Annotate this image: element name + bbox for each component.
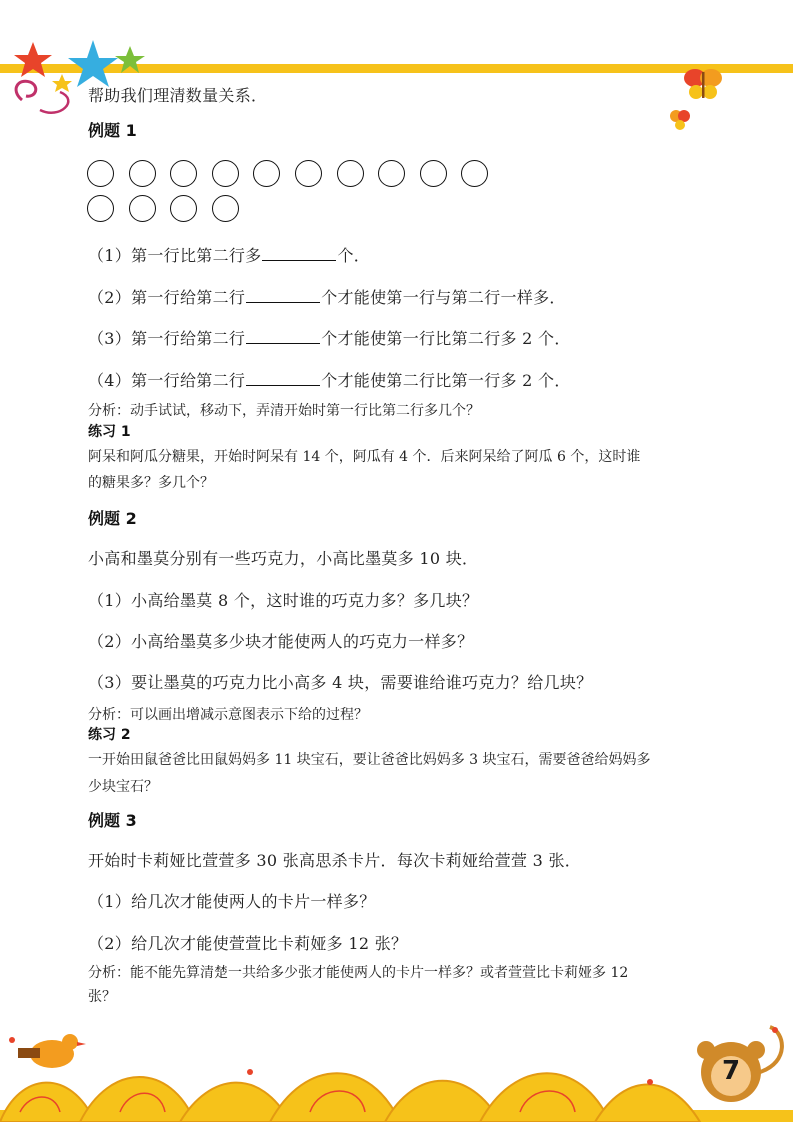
yellow-star-icon — [52, 74, 72, 92]
example-2-stem: 小高和墨莫分别有一些巧克力，小高比墨莫多 10 块． — [88, 549, 479, 568]
example-3-title: 例题 3 — [88, 811, 137, 830]
circle — [129, 160, 156, 187]
example-1-question-2: （2）第一行给第二行 个才能使第一行与第二行一样多． — [88, 288, 566, 307]
circle — [170, 160, 197, 187]
green-star-icon — [115, 46, 145, 73]
circle — [170, 195, 197, 222]
answer-blank[interactable] — [246, 371, 320, 386]
butterfly-icon — [682, 64, 724, 102]
example-2-analysis: 分析：可以画出增减示意图表示下给的过程？ — [88, 707, 368, 723]
red-star-icon — [14, 42, 52, 77]
circle — [212, 160, 239, 187]
page-number: 7 — [721, 1056, 741, 1086]
practice-2-line-1: 一开始田鼠爸爸比田鼠妈妈多 11 块宝石，要让爸爸比妈妈多 3 块宝石，需要爸爸给妈妈多 — [88, 752, 651, 768]
example-1-question-3: （3）第一行给第二行 个才能使第一行比第二行多 2 个． — [88, 329, 571, 348]
practice-1-title: 练习 1 — [88, 424, 131, 440]
example-3-question-1: （1）给几次才能使两人的卡片一样多？ — [88, 892, 376, 911]
example-3-stem: 开始时卡莉娅比萱萱多 30 张高思杀卡片．每次卡莉娅给萱萱 3 张． — [88, 851, 582, 870]
example-2-title: 例题 2 — [88, 509, 137, 528]
example-2-question-1: （1）小高给墨莫 8 个，这时谁的巧克力多？多几块？ — [88, 591, 479, 610]
circle — [378, 160, 405, 187]
practice-1-line-1: 阿呆和阿瓜分糖果，开始时阿呆有 14 个，阿瓜有 4 个．后来阿呆给了阿瓜 6 个，这时谁 — [88, 449, 641, 465]
bird-icon — [18, 1034, 86, 1068]
answer-blank[interactable] — [246, 329, 320, 344]
swirl-decoration — [16, 81, 36, 100]
circle — [337, 160, 364, 187]
circle — [295, 160, 322, 187]
practice-2-line-2: 少块宝石？ — [88, 779, 158, 795]
small-butterfly-icon — [668, 107, 692, 131]
example-3-analysis-line-2: 张？ — [88, 989, 116, 1005]
practice-2-title: 练习 2 — [88, 727, 131, 743]
example-1-title: 例题 1 — [88, 121, 137, 140]
practice-1-line-2: 的糖果多？多几个？ — [88, 475, 214, 491]
example-2-question-3: （3）要让墨莫的巧克力比小高多 4 块，需要谁给谁巧克力？给几块？ — [88, 673, 593, 692]
example-1-question-4: （4）第一行给第二行 个才能使第二行比第一行多 2 个． — [88, 371, 571, 390]
circle — [253, 160, 280, 187]
example-2-question-2: （2）小高给墨莫多少块才能使两人的巧克力一样多？ — [88, 632, 474, 651]
blue-star-icon — [68, 40, 118, 87]
circle — [212, 195, 239, 222]
footer-decoration — [0, 1012, 793, 1122]
answer-blank[interactable] — [246, 288, 320, 303]
circle — [461, 160, 488, 187]
circle — [87, 160, 114, 187]
circle — [129, 195, 156, 222]
example-3-analysis-line-1: 分析：能不能先算清楚一共给多少张才能使两人的卡片一样多？或者萱萱比卡莉娅多 12 — [88, 965, 629, 981]
answer-blank[interactable] — [262, 246, 336, 261]
example-1-analysis: 分析：动手试试，移动下，弄清开始时第一行比第二行多几个？ — [88, 403, 480, 419]
circle — [87, 195, 114, 222]
stars-decoration — [0, 30, 160, 130]
example-1-question-1: （1）第一行比第二行多 个． — [88, 246, 371, 265]
intro-text: 帮助我们理清数量关系． — [88, 86, 268, 105]
circle — [420, 160, 447, 187]
example-3-question-2: （2）给几次才能使萱萱比卡莉娅多 12 张？ — [88, 934, 408, 953]
